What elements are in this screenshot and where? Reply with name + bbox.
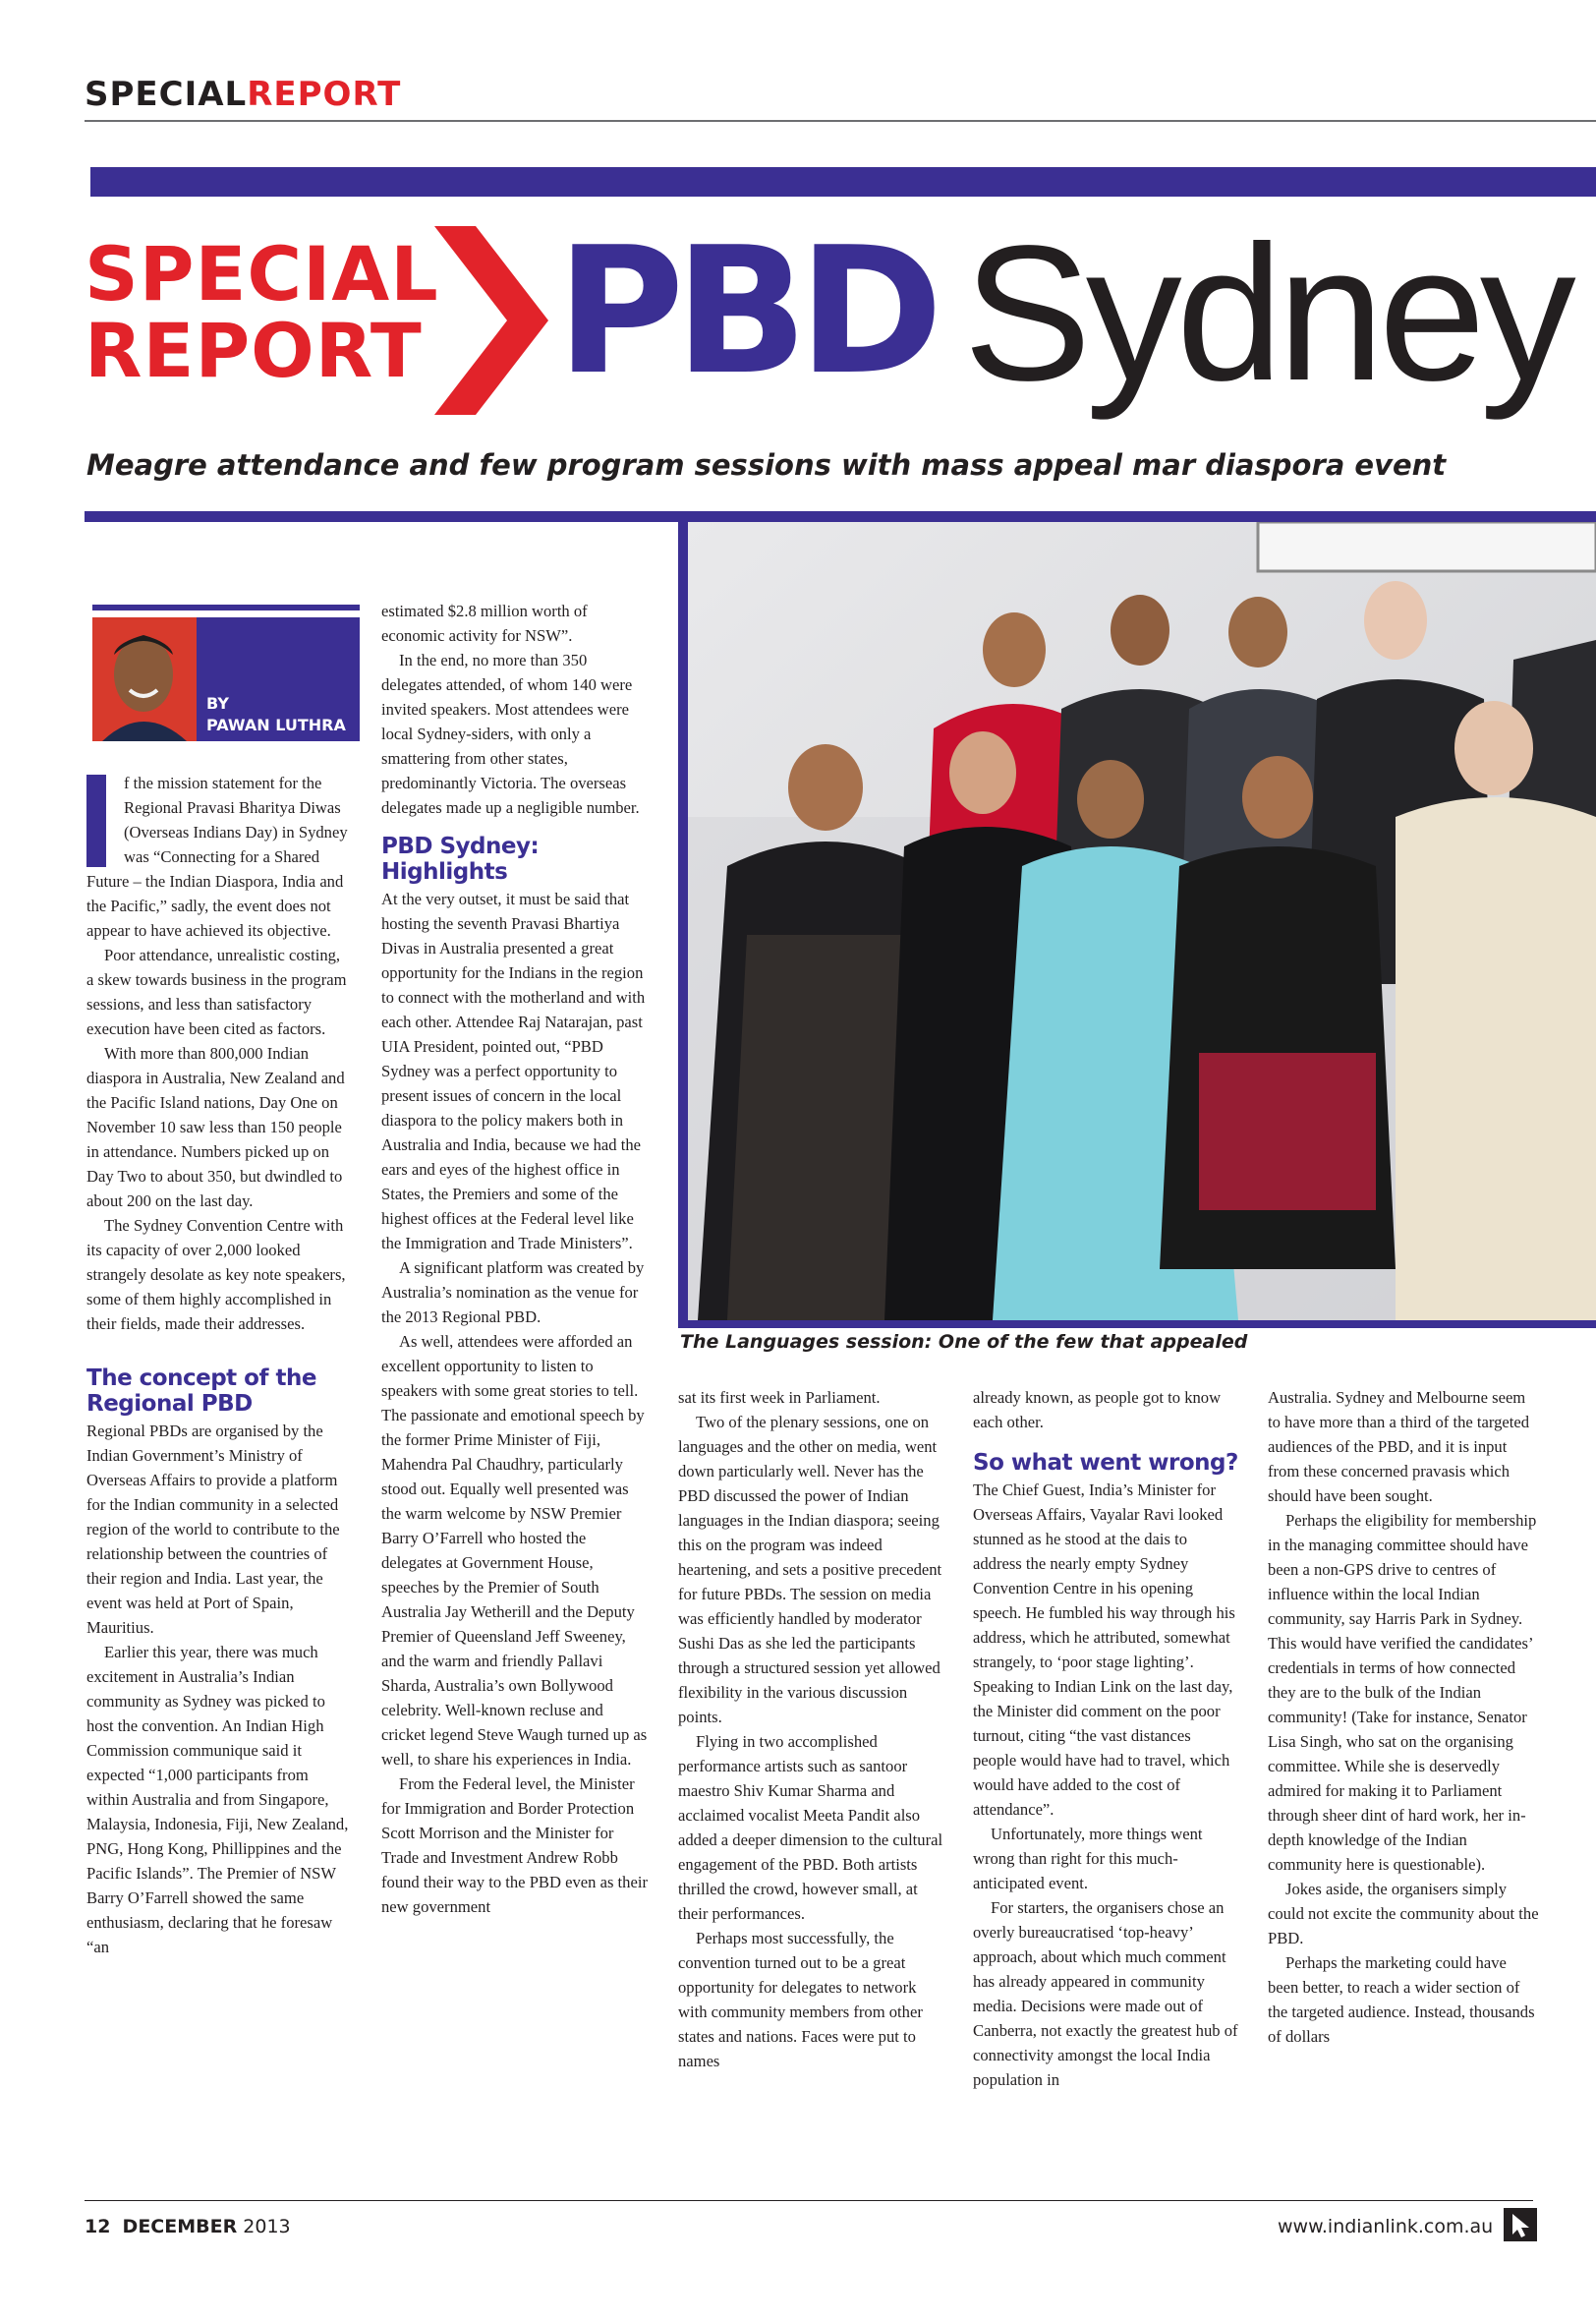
cursor-arrow-icon	[1504, 2208, 1537, 2241]
kicker	[85, 230, 439, 394]
kicker-line1: SPECIAL	[85, 230, 439, 318]
paragraph: Flying in two accomplished performance artists such as santoor maestro Shiv Kumar Sharma and acclaimed vocalist Meeta Pandit also added a deeper dimension to the cultural engagement of the PBD. Both artists thrilled the crowd, however small, at their performances.	[678, 1732, 943, 1923]
byline-text	[206, 693, 346, 736]
top-band	[90, 167, 1596, 197]
article-column-5	[1268, 1385, 1541, 2049]
subheading-concept: The concept of the Regional PBD	[86, 1365, 316, 1417]
section-label-red: REPORT	[247, 75, 402, 114]
author-avatar	[92, 617, 197, 741]
paragraph: For starters, the organisers chose an overly bureaucratised ‘top-heavy’ approach, about which much comment has already appeared in community media. Decisions were made out of Canberra, not exactly the greatest hub of connectivity amongst the local India population in	[973, 1898, 1238, 2089]
paragraph: With more than 800,000 Indian diaspora in Australia, New Zealand and the Pacific Island nations, Day One on November 10 saw less than 150 people in attendance. Numbers picked up on Day Two to about 350, but dwindled to about 200 on the last day.	[86, 1044, 345, 1210]
paragraph: At the very outset, it must be said that hosting the seventh Pravasi Bhartiya Divas in Australia presented a great opportunity for the Indians in the region to connect with the motherland and with each other. Attendee Raj Natarajan, past UIA President, pointed out, “PBD Sydney was a perfect opportunity to present issues of concern in the local diaspora to the policy makers both in Australia and India, because we had the ears and eyes of the highest office in States, the Premiers and some of the highest offices at the Federal level like the Immigration and Trade Ministers”.	[381, 890, 646, 1252]
title-pbd: PBD	[556, 209, 934, 413]
group-photo	[688, 522, 1596, 1320]
paragraph: estimated $2.8 million worth of economic activity for NSW”.	[381, 602, 588, 645]
paragraph: As well, attendees were afforded an excellent opportunity to listen to speakers with some great stories to tell. The passionate and emotional speech by the former Prime Minister of Fiji, Mahendra Pal Chaudhry, particularly stood out. Equally well presented was the warm welcome by NSW Premier Barry O’Farrell who hosted the delegates at Government House, speeches by the Premier of South Australia Jay Wetherill and the Deputy Premier of Queensland Jeff Sweeney, and the warm and friendly Pallavi Sharda, Australia’s own Bollywood celebrity. Well-known recluse and cricket legend Steve Waugh turned up as well, to share his experiences in India.	[381, 1332, 648, 1769]
paragraph: Jokes aside, the organisers simply could not excite the community about the PBD.	[1268, 1880, 1539, 1947]
paragraph: From the Federal level, the Minister for Immigration and Border Protection Scott Morrison and the Minister for Trade and Investment Andrew Robb found their way to the PBD even as their new government	[381, 1774, 648, 1916]
chevron-icon	[432, 222, 550, 419]
paragraph: The Sydney Convention Centre with its capacity of over 2,000 looked strangely desolate as key note speakers, some of them highly accomplished in their fields, made their addresses.	[86, 1216, 346, 1333]
photo-caption: The Languages session: One of the few that appealed	[680, 1331, 1248, 1353]
paragraph: Unfortunately, more things went wrong than right for this much-anticipated event.	[973, 1825, 1203, 1892]
byline-author: PAWAN LUTHRA	[206, 716, 346, 734]
page-number: 12	[85, 2216, 111, 2237]
footer-website[interactable]: www.indianlink.com.au	[1278, 2216, 1494, 2237]
paragraph: Poor attendance, unrealistic costing, a skew towards business in the program sessions, and less than satisfactory execution have been cited as factors.	[86, 946, 347, 1038]
title-sydney: Sydney	[963, 205, 1570, 421]
subheading-highlights: PBD Sydney: Highlights	[381, 834, 540, 885]
drop-cap	[86, 775, 106, 867]
paragraph: sat its first week in Parliament.	[678, 1388, 881, 1407]
author-avatar-illustration	[92, 617, 197, 741]
paragraph: already known, as people got to know each other.	[973, 1388, 1222, 1431]
subtitle: Meagre attendance and few program sessions with mass appeal mar diaspora event	[86, 448, 1447, 482]
article-column-1	[86, 771, 350, 1959]
paragraph: Perhaps the eligibility for membership in the managing committee should have been a non-GPS drive to centres of influence within the local Indian community, say Harris Park in Sydney. This would have verified the candidates’ credentials in terms of how connected they are to the bulk of the Indian community! (Take for instance, Senator Lisa Singh, who sat on the organising committee. While she is deservedly admired for making it to Parliament through sheer dint of hard work, her in-depth knowledge of the Indian community here is questionable).	[1268, 1511, 1537, 1874]
issue-month: DECEMBER	[122, 2216, 238, 2237]
top-rule	[85, 120, 1596, 122]
article-column-3	[678, 1385, 943, 2073]
byline-rule	[92, 605, 360, 610]
section-label	[85, 75, 401, 114]
paragraph: The Chief Guest, India’s Minister for Overseas Affairs, Vayalar Ravi looked stunned as he stood at the dais to address the nearly empty Sydney Convention Centre in his opening speech. He fumbled his way through his address, which he attributed, somewhat strangely, to ‘poor stage lighting’. Speaking to Indian Link on the last day, the Minister did comment on the poor turnout, citing “the vast distances people would have had to travel, which would have added to the cost of attendance”.	[973, 1480, 1235, 1819]
paragraph: Australia. Sydney and Melbourne seem to have more than a third of the targeted audiences of the PBD, and it is input from these concerned pravasis which should have been sought.	[1268, 1388, 1530, 1505]
footer-issue	[85, 2216, 291, 2237]
article-column-2	[381, 599, 649, 1919]
article-column-4	[973, 1385, 1238, 2092]
paragraph: Perhaps most successfully, the convention turned out to be a great opportunity for delegates to network with community members from other states and nations. Faces were put to names	[678, 1929, 923, 2070]
issue-year: 2013	[243, 2216, 291, 2237]
paragraph: In the end, no more than 350 delegates attended, of whom 140 were invited speakers. Most attendees were local Sydney-siders, with only a smattering from other states, predominantly Victoria. The overseas delegates made up a negligible number.	[381, 651, 640, 817]
paragraph: A significant platform was created by Australia’s nomination as the venue for the 2013 Regional PBD.	[381, 1258, 645, 1326]
paragraph: Perhaps the marketing could have been better, to reach a wider section of the targeted audience. Instead, thousands of dollars	[1268, 1953, 1535, 2046]
paragraph: Regional PBDs are organised by the Indian Government’s Ministry of Overseas Affairs to provide a platform for the Indian community in a selected region of the world to contribute to the relationship between the countries of their region and India. Last year, the event was held at Port of Spain, Mauritius.	[86, 1422, 340, 1637]
byline-by: BY	[206, 694, 229, 713]
subheading-what-went-wrong: So what went wrong?	[973, 1450, 1238, 1476]
kicker-line2: REPORT	[85, 307, 423, 394]
footer-rule	[85, 2200, 1533, 2201]
paragraph: Earlier this year, there was much excitement in Australia’s Indian community as Sydney was picked to host the convention. An Indian High Commission communique said it expected “1,000 participants from within Australia and from Singapore, Malaysia, Indonesia, Fiji, New Zealand, PNG, Hong Kong, Phillippines and the Pacific Islands”. The Premier of NSW Barry O’Farrell showed the same enthusiasm, declaring that he foresaw “an	[86, 1643, 349, 1956]
group-photo-illustration	[688, 522, 1596, 1320]
section-label-black: SPECIAL	[85, 75, 248, 114]
paragraph: Two of the plenary sessions, one on languages and the other on media, went down particularly well. Never has the PBD discussed the power of Indian languages in the Indian diaspora; seeing this on the program was indeed heartening, and sets a positive precedent for future PBDs. The session on media was efficiently handled by moderator Sushi Das as she led the participants through a structured session yet allowed flexibility in the various discussion points.	[678, 1413, 942, 1726]
paragraph: f the mission statement for the Regional Pravasi Bharitya Diwas (Overseas Indians Day) in Sydney was “Connecting for a Shared Future – the Indian Diaspora, India and the Pacific,” sadly, the event does not appear to have achieved its objective.	[86, 774, 348, 940]
